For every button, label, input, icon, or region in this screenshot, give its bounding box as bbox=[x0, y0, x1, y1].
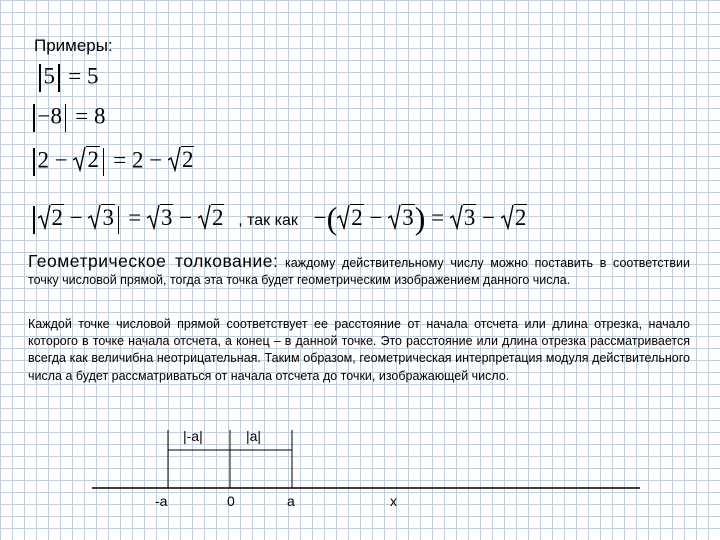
eq4-radicand-2: 3 bbox=[102, 205, 114, 230]
eq4-equals-2: = bbox=[431, 205, 445, 230]
eq4-equals-1: = bbox=[128, 205, 142, 230]
eq4-radicand-1: 2 bbox=[51, 205, 63, 230]
eq3-radicand-1: 2 bbox=[87, 147, 99, 173]
examples-heading: Примеры: bbox=[34, 36, 113, 55]
eq4-minus-4: − bbox=[482, 205, 496, 230]
eq2-result: = 8 bbox=[75, 103, 106, 129]
eq4-radicand-6: 3 bbox=[402, 205, 414, 230]
eq3-eq: = 2 − bbox=[113, 147, 163, 173]
eq4-minus-2: − bbox=[179, 205, 193, 230]
abs-a-label: |a| bbox=[246, 428, 262, 444]
eq4-minus-3: − bbox=[369, 205, 383, 230]
geometric-paragraph-2: Каждой точке числовой прямой соответствует ее расстояние от начала отсчета или длина отрезка, начало которого в точке начала отсчета, а конец – в данной точке. Это расстояние или длина отрезка рассматривается всегда как величибна неотрицательная. Таким образом, геометрическая интерпретация модуля действительного числа а будет рассматриваться от начала отсчета до точки, изображающей число. bbox=[28, 317, 690, 383]
eq4-radicand-4: 2 bbox=[211, 205, 224, 230]
eq4-paren-open: ( bbox=[326, 200, 338, 236]
eq4-connector: , так как bbox=[238, 212, 298, 229]
eq1-inner: 5 bbox=[43, 63, 55, 89]
eq3-a: 2 − bbox=[37, 147, 68, 173]
eq3-radicand-2: 2 bbox=[181, 147, 194, 173]
eq4-radicand-8: 2 bbox=[514, 205, 527, 230]
eq1-result: = 5 bbox=[68, 63, 99, 89]
geometric-first-paragraph: каждому действительному числу можно поставить в соответствии точку числовой прямой, тогда эта точка будет геометрическим изображением данного числа. bbox=[28, 256, 690, 288]
point-zero-label: 0 bbox=[227, 493, 235, 509]
point-neg-a-label: -a bbox=[155, 493, 168, 509]
eq4-radicand-7: 3 bbox=[463, 205, 476, 230]
eq4-lead-minus: − bbox=[313, 205, 327, 230]
axis-x-label: x bbox=[390, 493, 397, 509]
eq4-minus-1: − bbox=[69, 205, 83, 230]
geometric-title: Геометрическое толкование: bbox=[28, 251, 279, 271]
abs-neg-a-label: |-a| bbox=[183, 428, 203, 444]
point-a-label: a bbox=[287, 493, 295, 509]
eq4-radicand-3: 3 bbox=[160, 205, 173, 230]
eq4-paren-close: ) bbox=[414, 200, 426, 236]
eq2-inner: −8 bbox=[37, 103, 62, 129]
eq4-radicand-5: 2 bbox=[351, 205, 363, 230]
